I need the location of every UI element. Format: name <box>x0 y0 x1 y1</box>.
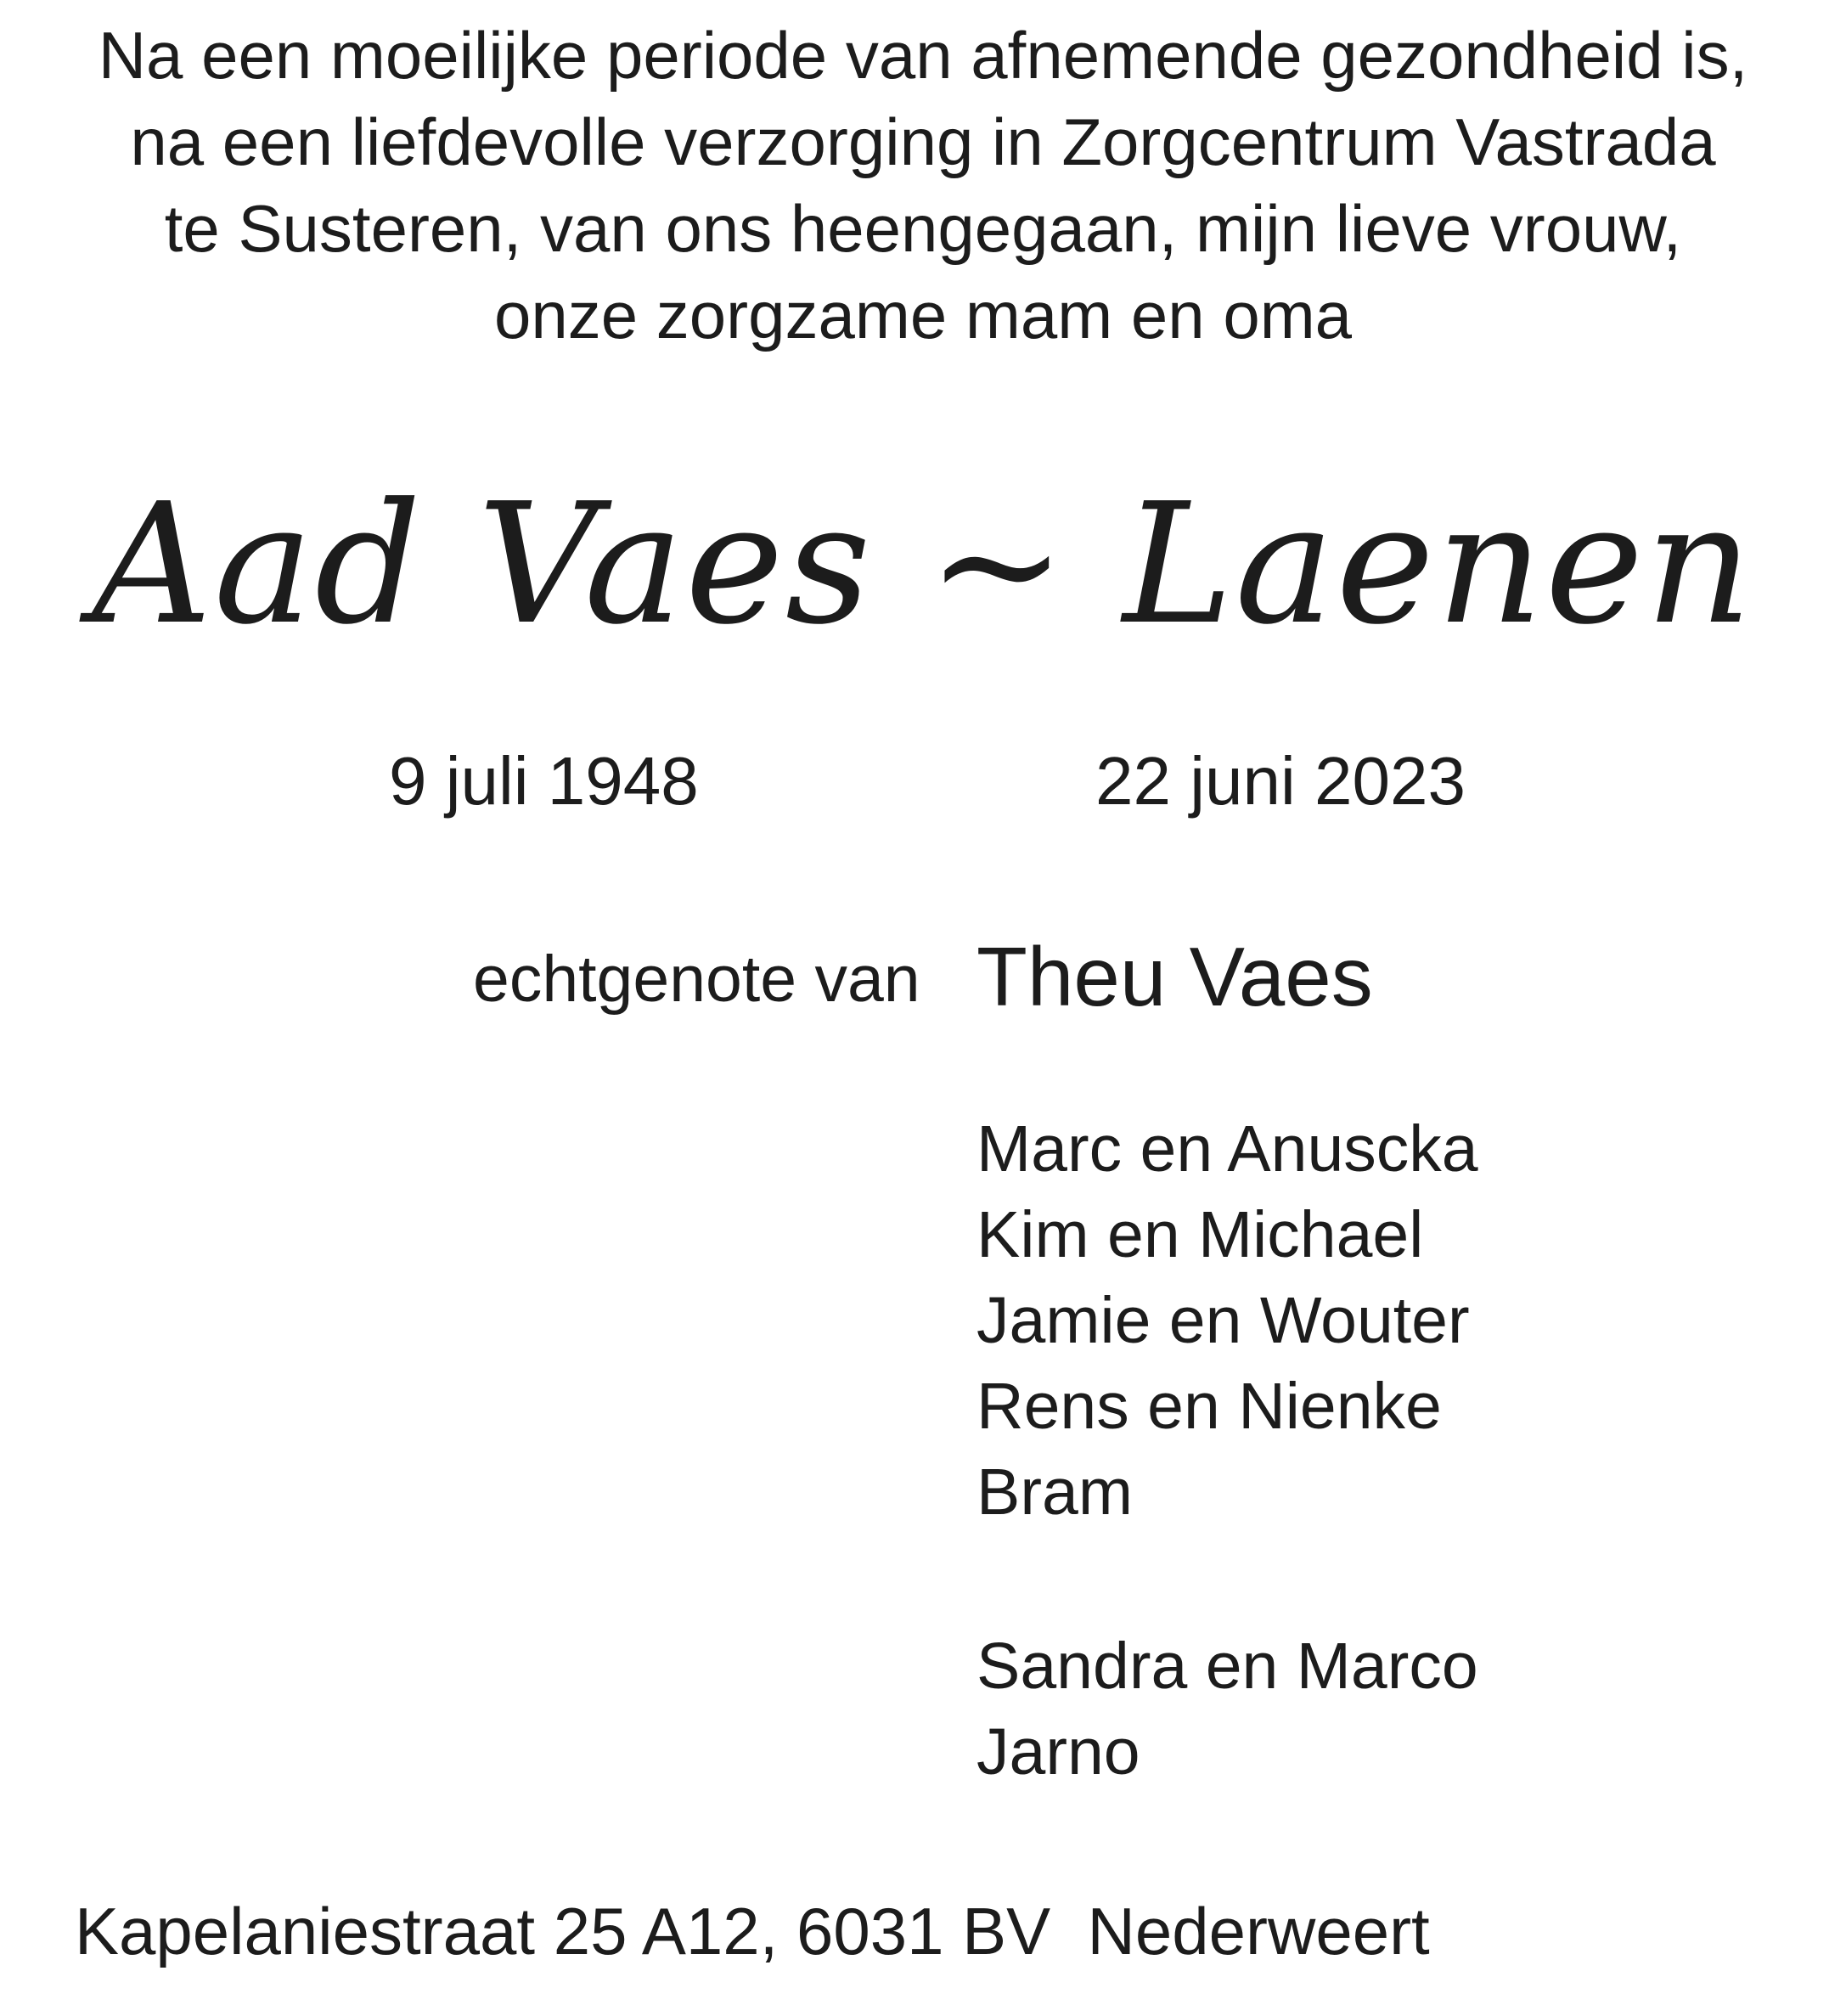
birth-date: 9 juli 1948 <box>389 743 699 819</box>
family-member: Sandra en Marco <box>976 1630 1478 1703</box>
intro-line: te Susteren, van ons heengegaan, mijn lieve vrouw, <box>164 191 1682 266</box>
intro-line: na een liefdevolle verzorging in Zorgcentrum Vastrada <box>130 104 1716 179</box>
intro-text <box>0 12 1846 358</box>
family-member: Bram <box>976 1456 1133 1529</box>
family-member: Rens en Nienke <box>976 1370 1442 1443</box>
family-member: Jamie en Wouter <box>976 1284 1470 1357</box>
spouse-name: Theu Vaes <box>976 930 1373 1023</box>
family-member: Kim en Michael <box>976 1198 1424 1271</box>
family-member: Jarno <box>976 1715 1140 1788</box>
spouse-label: echtgenote van <box>473 943 920 1016</box>
deceased-name: Aad Vaes ~ Laenen <box>92 468 1754 662</box>
family-list-second <box>976 1624 1478 1795</box>
death-date: 22 juni 2023 <box>1095 743 1466 819</box>
family-list-children <box>976 1107 1478 1535</box>
intro-line: onze zorgzame mam en oma <box>493 278 1353 352</box>
address: Kapelaniestraat 25 A12, 6031 BV Nederweert <box>75 1894 1430 1968</box>
intro-line: Na een moeilijke periode van afnemende gezondheid is, <box>98 18 1748 93</box>
family-member: Marc en Anuscka <box>976 1112 1478 1185</box>
